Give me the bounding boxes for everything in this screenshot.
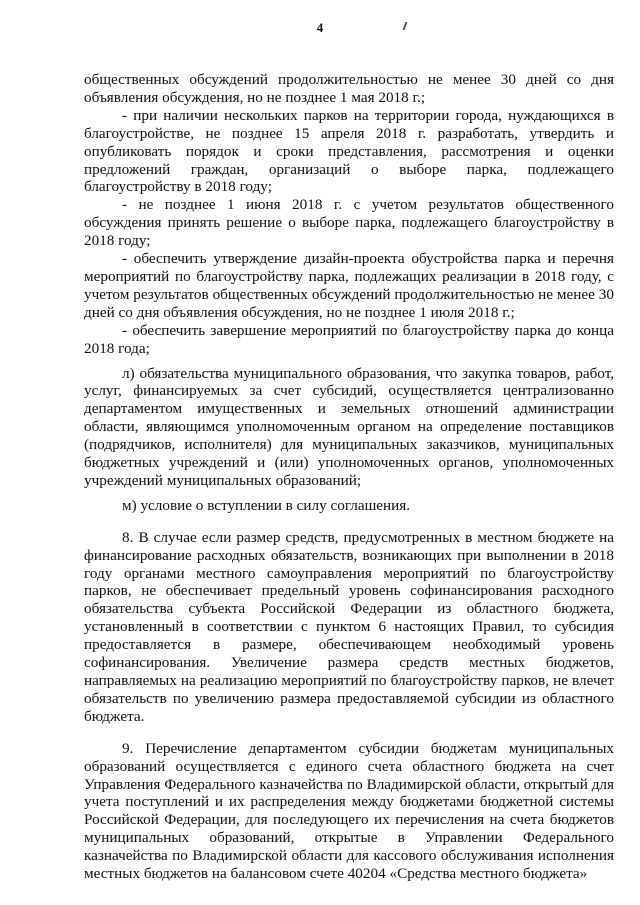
paragraph-continuation: общественных обсуждений продолжительностью не менее 30 дней со дня объявления обсуждения, но не позднее 1 мая 2018 г.; xyxy=(84,71,614,106)
page-number: 4 xyxy=(316,20,324,35)
subitem-l: л) обязательства муниципального образования, что закупка товаров, работ, услуг, финансируемых за счет субсидий, осуществляется централизованно департаментом имущественных и земельных отношений администрации области, являющимся уполномоченным органом на определение поставщиков (подрядчиков, исполнителя) для муниципальных заказчиков, муниципальных бюджетных учреждений и (или) уполномоченных органов, уполномоченных учреждений муниципальных образований; xyxy=(84,364,614,489)
list-item-design-approval: - обеспечить утверждение дизайн-проекта обустройства парка и перечня мероприятий по благоустройству парка, подлежащих реализации в 2018 году, с учетом результатов общественных обсуждений продолжительностью не менее 30 дней со дня объявления обсуждения, но не позднее 1 июля 2018 г.; xyxy=(84,250,614,321)
list-item-parks-selection: - при наличии нескольких парков на территории города, нуждающихся в благоустройстве, не позднее 15 апреля 2018 г. разработать, утвердить и опубликовать порядок и сроки представления, рассмотрения и оценки предложений граждан, организаций о выборе парка, подлежащего благоустройству в 2018 году; xyxy=(84,106,614,196)
document-body xyxy=(84,71,614,883)
list-item-completion: - обеспечить завершение мероприятий по благоустройству парка до конца 2018 года; xyxy=(84,321,614,357)
clause-9: 9. Перечисление департаментом субсидии бюджетам муниципальных образований осуществляется с единого счета областного бюджета на счет Управления Федерального казначейства по Владимирской области, открытый для учета поступлений и их распределения между бюджетами бюджетной системы Российской Федерации, для последующего их перечисления на счета бюджетов муниципальных образований, открытые в Управлении Федерального казначейства по Владимирской области для кассового обслуживания исполнения местных бюджетов на балансовом счете 40204 «Средства местного бюджета» xyxy=(84,739,614,883)
list-item-park-decision: - не позднее 1 июня 2018 г. с учетом результатов общественного обсуждения принять решение о выборе парка, подлежащего благоустройству в 2018 году; xyxy=(84,196,614,250)
subitem-m: м) условие о вступлении в силу соглашения. xyxy=(122,496,411,514)
clause-8: 8. В случае если размер средств, предусмотренных в местном бюджете на финансирование расходных обязательств, возникающих при выполнении в 2018 году органами местного самоуправления мероприятий по благоустройству парков, не обеспечивает предельный уровень софинансирования расходного обязательства субъекта Российской Федерации из областного бюджета, установленный в соответствии с пунктом 6 настоящих Правил, то субсидия предоставляется в размере, обеспечивающем необходимый уровень софинансирования. Увеличение размера средств местных бюджетов, направляемых на реализацию мероприятий по благоустройству парков, не влечет обязательств по увеличению размера предоставляемой субсидии из областного бюджета. xyxy=(84,528,614,725)
